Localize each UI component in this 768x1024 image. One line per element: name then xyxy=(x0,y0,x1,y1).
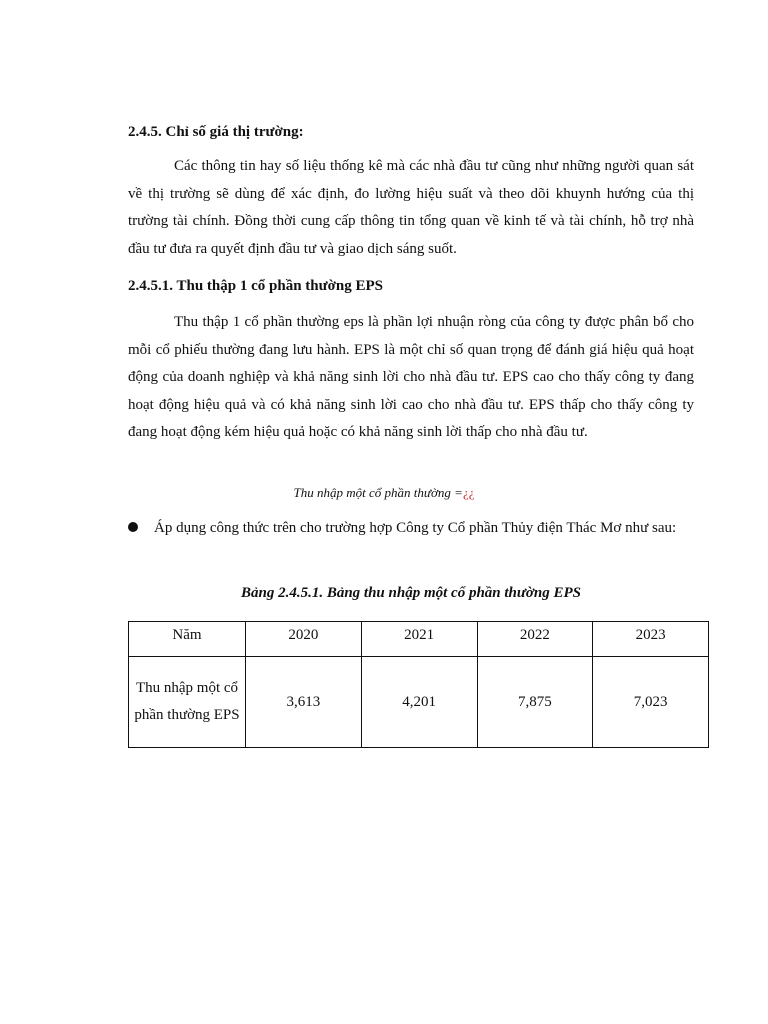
subsection-heading: 2.4.5.1. Thu thập 1 cổ phần thường EPS xyxy=(128,278,384,294)
intro-paragraph: Các thông tin hay số liệu thống kê mà các nhà đầu tư cũng như những người quan sát về thị trường sẽ dùng để xác định, đo lường hiệu suất và theo dõi khuynh hướng của thị trường tài chính. Đồng thời cung cấp thông tin tổng quan về kinh tế và tài chính, hỗ trợ nhà đầu tư đưa ra quyết định đầu tư và giao dịch sáng suốt. xyxy=(128,158,694,257)
formula-text: Thu nhập một cổ phần thường = xyxy=(293,485,463,500)
table-caption: Bảng 2.4.5.1. Bảng thu nhập một cổ phần thường EPS xyxy=(240,585,582,601)
header-year: 2020 xyxy=(246,622,362,657)
eps-value: 7,023 xyxy=(593,657,709,748)
bullet-icon xyxy=(128,522,138,532)
row-label-eps: Thu nhập một cổ phần thường EPS xyxy=(129,657,246,748)
header-year: 2022 xyxy=(477,622,593,657)
eps-value: 7,875 xyxy=(477,657,593,748)
table-row xyxy=(129,657,709,748)
eps-table xyxy=(128,621,709,748)
bullet-text: Áp dụng công thức trên cho trường hợp Công ty Cổ phần Thủy điện Thác Mơ như sau: xyxy=(154,520,677,536)
header-year-label: Năm xyxy=(129,622,246,657)
header-year: 2021 xyxy=(361,622,477,657)
section-heading: 2.4.5. Chỉ số giá thị trường: xyxy=(128,124,304,140)
eps-formula xyxy=(0,483,768,503)
eps-value: 3,613 xyxy=(246,657,362,748)
eps-paragraph: Thu thập 1 cổ phần thường eps là phần lợi nhuận ròng của công ty được phân bổ cho mỗi cổ phiếu thường đang lưu hành. EPS là một chỉ số quan trọng để đánh giá hiệu quả hoạt động của doanh nghiệp và khả năng sinh lời cho nhà đầu tư. EPS cao cho thấy công ty đang hoạt động hiệu quả và có khả năng sinh lời cao cho nhà đầu tư. EPS thấp cho thấy công ty đang hoạt động kém hiệu quả hoặc có khả năng sinh lời thấp cho nhà đầu tư. xyxy=(128,314,694,440)
header-year: 2023 xyxy=(593,622,709,657)
eps-value: 4,201 xyxy=(361,657,477,748)
table-header-row xyxy=(129,622,709,657)
formula-error-glyphs: ¿¿ xyxy=(462,485,475,500)
